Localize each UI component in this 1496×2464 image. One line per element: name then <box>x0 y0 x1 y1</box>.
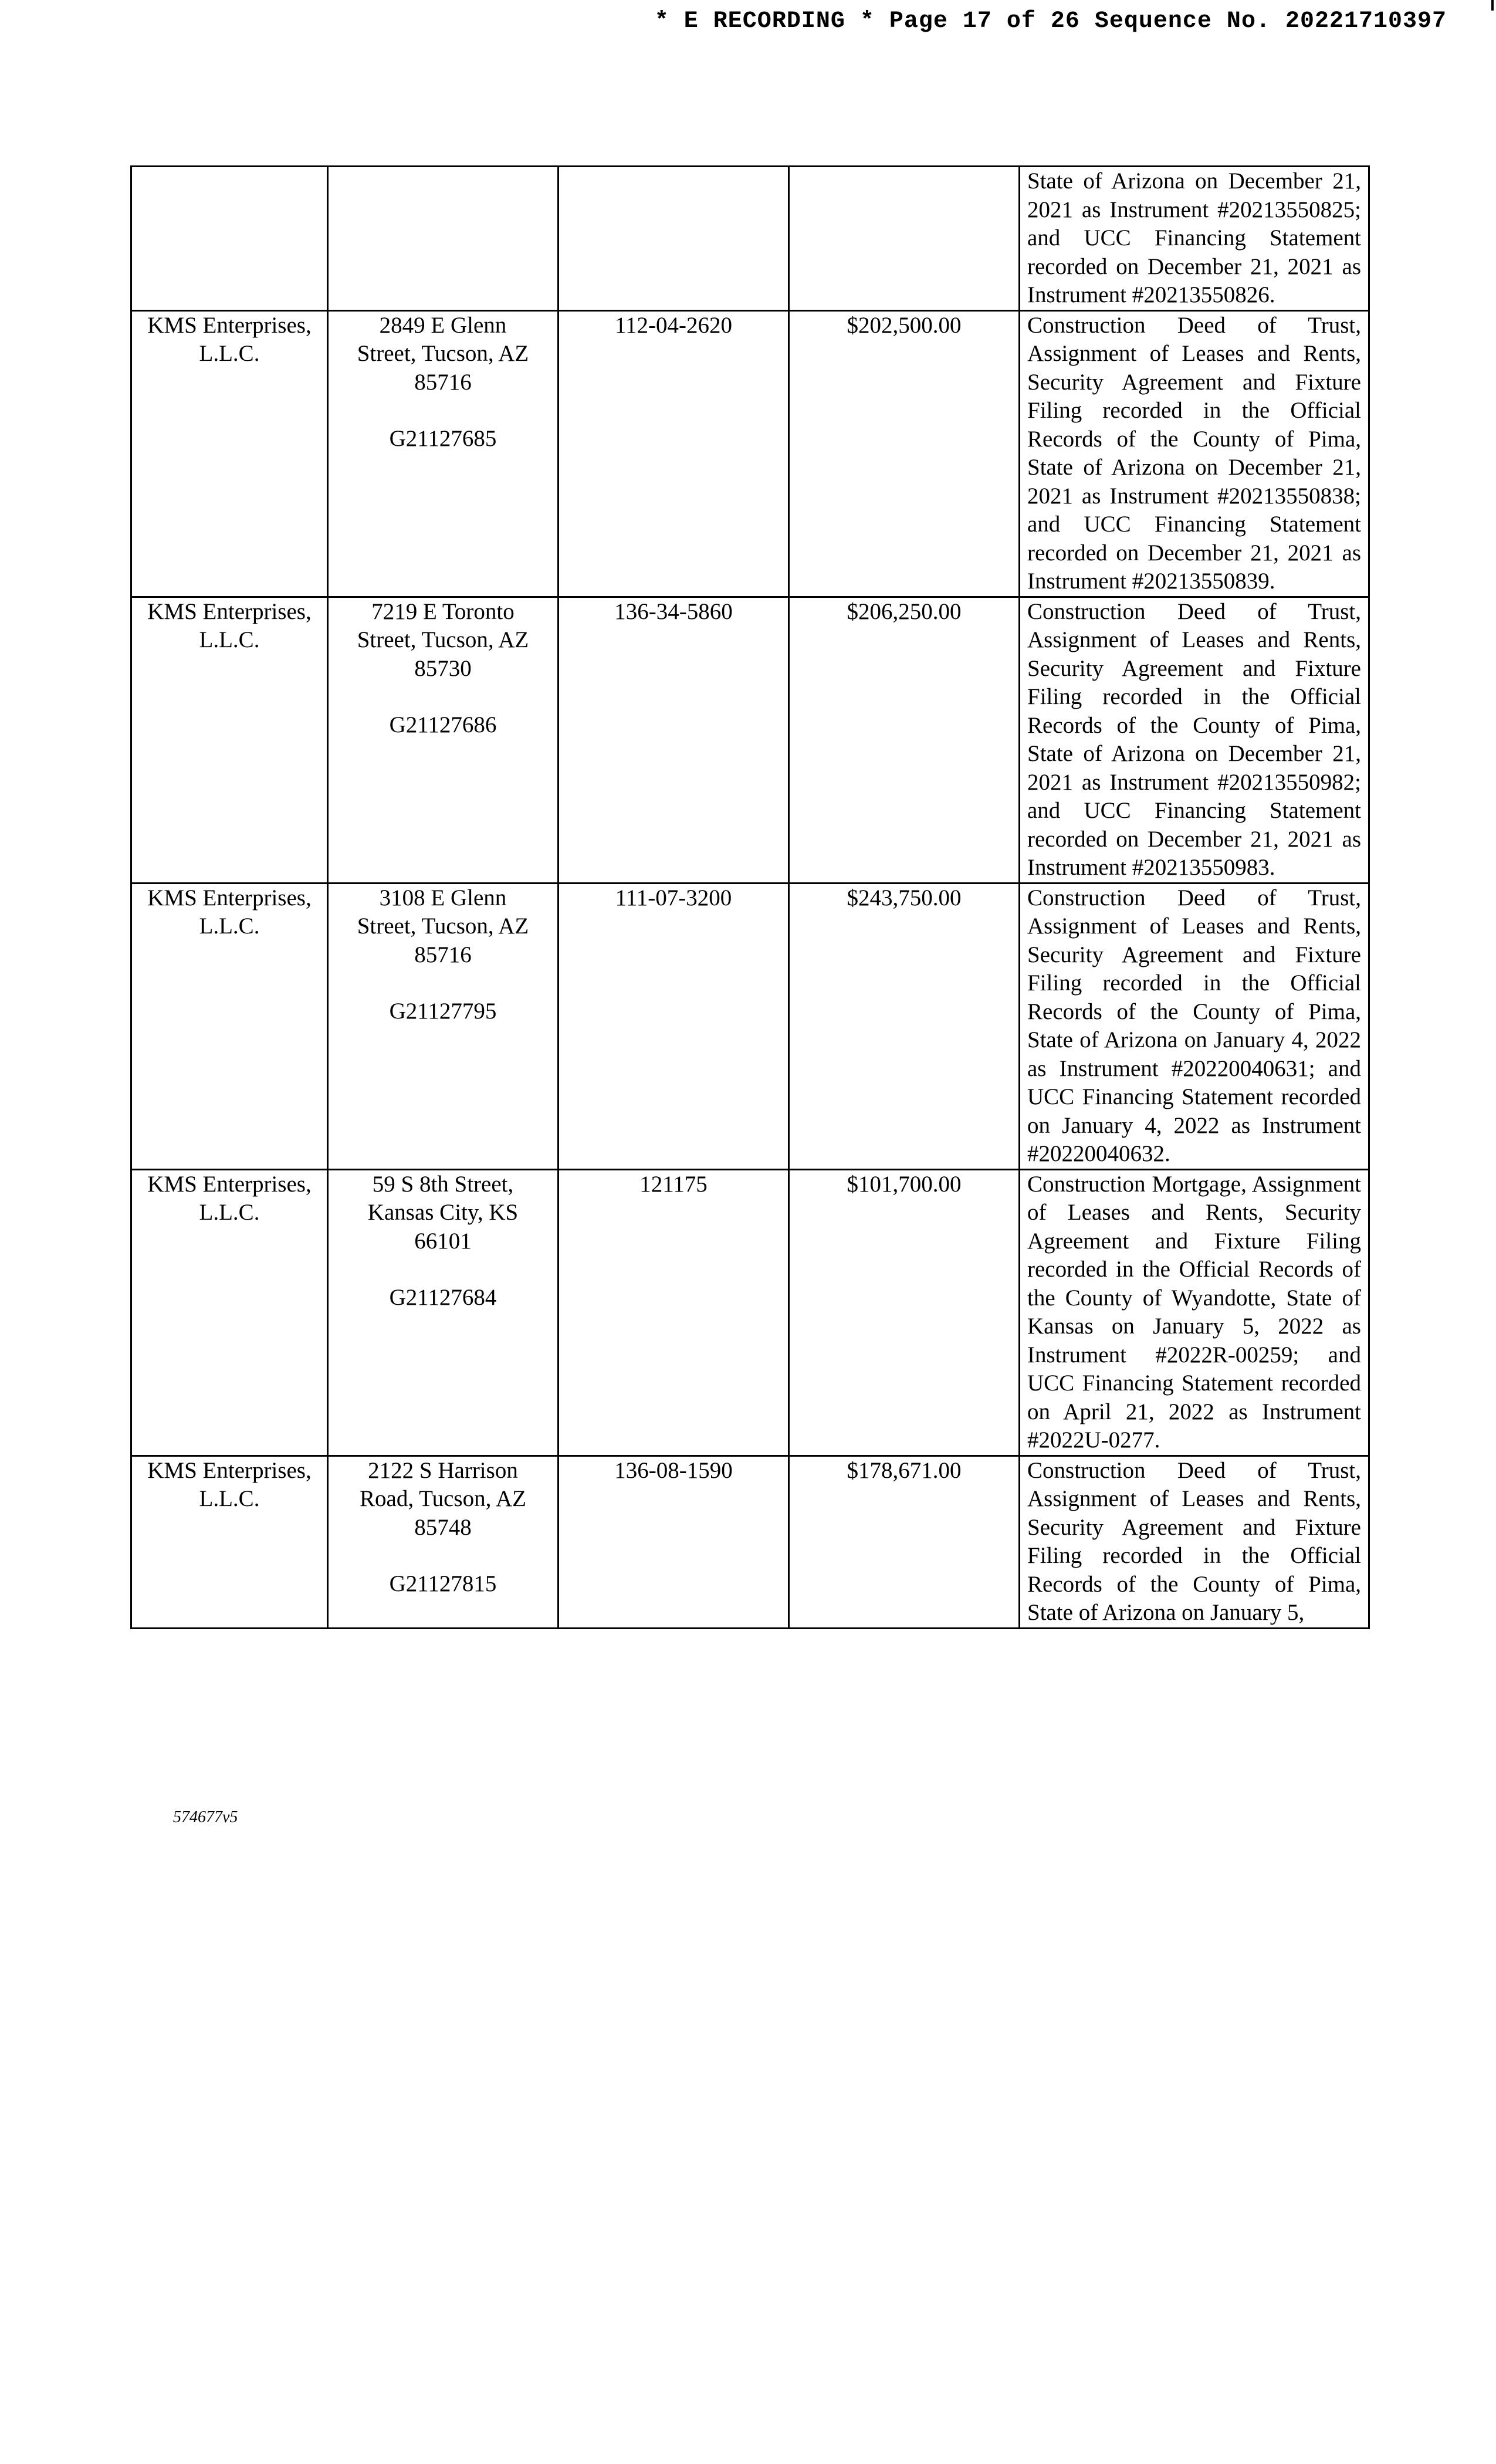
g-number: G21127686 <box>389 712 497 737</box>
address-cell <box>328 310 559 597</box>
address-cell <box>328 597 559 883</box>
address-line: 85748 <box>414 1514 472 1540</box>
parcel-cell: 111-07-3200 <box>559 883 789 1169</box>
description-cell: State of Arizona on December 21, 2021 as Instrument #20213550825; and UCC Financing Statement recorded on December 21, 2021 as Instrument #20213550826. <box>1020 167 1369 311</box>
page-edge-mark <box>1491 0 1494 11</box>
amount-cell: $202,500.00 <box>789 310 1020 597</box>
document-id: 574677v5 <box>173 1808 238 1826</box>
address-cell <box>328 1169 559 1456</box>
description-cell: Construction Deed of Trust, Assignment of Leases and Rents, Security Agreement and Fixture Filing recorded in the Official Records of the County of Pima, State of Arizona on December 21, 2021 as Instrument #20213550838; and UCC Financing Statement recorded on December 21, 2021 as Instrument #20213550839. <box>1020 310 1369 597</box>
entity-cell: KMS Enterprises, L.L.C. <box>131 1169 328 1456</box>
amount-cell: $101,700.00 <box>789 1169 1020 1456</box>
amount-cell <box>789 167 1020 311</box>
table-row <box>131 310 1369 597</box>
entity-cell: KMS Enterprises, L.L.C. <box>131 883 328 1169</box>
address-line: 59 S 8th Street, <box>372 1171 514 1197</box>
amount-cell: $206,250.00 <box>789 597 1020 883</box>
address-line: Road, Tucson, AZ <box>360 1486 526 1511</box>
address-line: 2849 E Glenn <box>379 312 507 338</box>
parcel-cell: 136-34-5860 <box>559 597 789 883</box>
g-number: G21127685 <box>389 426 497 451</box>
address-line: Street, Tucson, AZ <box>357 627 529 652</box>
parcel-cell: 121175 <box>559 1169 789 1456</box>
records-table <box>130 165 1370 1629</box>
entity-cell: KMS Enterprises, L.L.C. <box>131 310 328 597</box>
parcel-cell: 136-08-1590 <box>559 1456 789 1628</box>
records-table-body <box>131 167 1369 1629</box>
amount-cell: $178,671.00 <box>789 1456 1020 1628</box>
address-cell <box>328 1456 559 1628</box>
description-cell: Construction Mortgage, Assignment of Leases and Rents, Security Agreement and Fixture Filing recorded in the Official Records of the County of Wyandotte, State of Kansas on January 5, 2022 as Instrument #2022R-00259; and UCC Financing Statement recorded on April 21, 2022 as Instrument #2022U-0277. <box>1020 1169 1369 1456</box>
amount-cell: $243,750.00 <box>789 883 1020 1169</box>
table-row <box>131 883 1369 1169</box>
g-number: G21127815 <box>389 1571 497 1596</box>
address-line: 7219 E Toronto <box>371 598 515 624</box>
description-cell: Construction Deed of Trust, Assignment of Leases and Rents, Security Agreement and Fixture Filing recorded in the Official Records of the County of Pima, State of Arizona on January 4, 2022 as Instrument #20220040631; and UCC Financing Statement recorded on January 4, 2022 as Instrument #20220040632. <box>1020 883 1369 1169</box>
address-line: Kansas City, KS <box>367 1200 519 1225</box>
description-cell: Construction Deed of Trust, Assignment of Leases and Rents, Security Agreement and Fixture Filing recorded in the Official Records of the County of Pima, State of Arizona on January 5, <box>1020 1456 1369 1628</box>
parcel-cell: 112-04-2620 <box>559 310 789 597</box>
description-cell: Construction Deed of Trust, Assignment of Leases and Rents, Security Agreement and Fixture Filing recorded in the Official Records of the County of Pima, State of Arizona on December 21, 2021 as Instrument #20213550982; and UCC Financing Statement recorded on December 21, 2021 as Instrument #20213550983. <box>1020 597 1369 883</box>
table-row <box>131 597 1369 883</box>
table-row <box>131 167 1369 311</box>
address-line: 66101 <box>414 1228 472 1254</box>
entity-cell: KMS Enterprises, L.L.C. <box>131 597 328 883</box>
address-line: 85716 <box>414 369 472 395</box>
g-number: G21127684 <box>389 1285 497 1310</box>
address-line: 85716 <box>414 942 472 967</box>
recording-header: * E RECORDING * Page 17 of 26 Sequence No. 20221710397 <box>654 8 1447 35</box>
address-line: Street, Tucson, AZ <box>357 341 529 366</box>
address-cell <box>328 883 559 1169</box>
table-row <box>131 1456 1369 1628</box>
address-line: Street, Tucson, AZ <box>357 913 529 939</box>
table-row <box>131 1169 1369 1456</box>
address-line: 85730 <box>414 655 472 681</box>
address-line: 3108 E Glenn <box>379 885 507 911</box>
g-number: G21127795 <box>389 999 497 1024</box>
entity-cell <box>131 167 328 311</box>
address-cell <box>328 167 559 311</box>
entity-cell: KMS Enterprises, L.L.C. <box>131 1456 328 1628</box>
address-line: 2122 S Harrison <box>368 1457 518 1483</box>
parcel-cell <box>559 167 789 311</box>
